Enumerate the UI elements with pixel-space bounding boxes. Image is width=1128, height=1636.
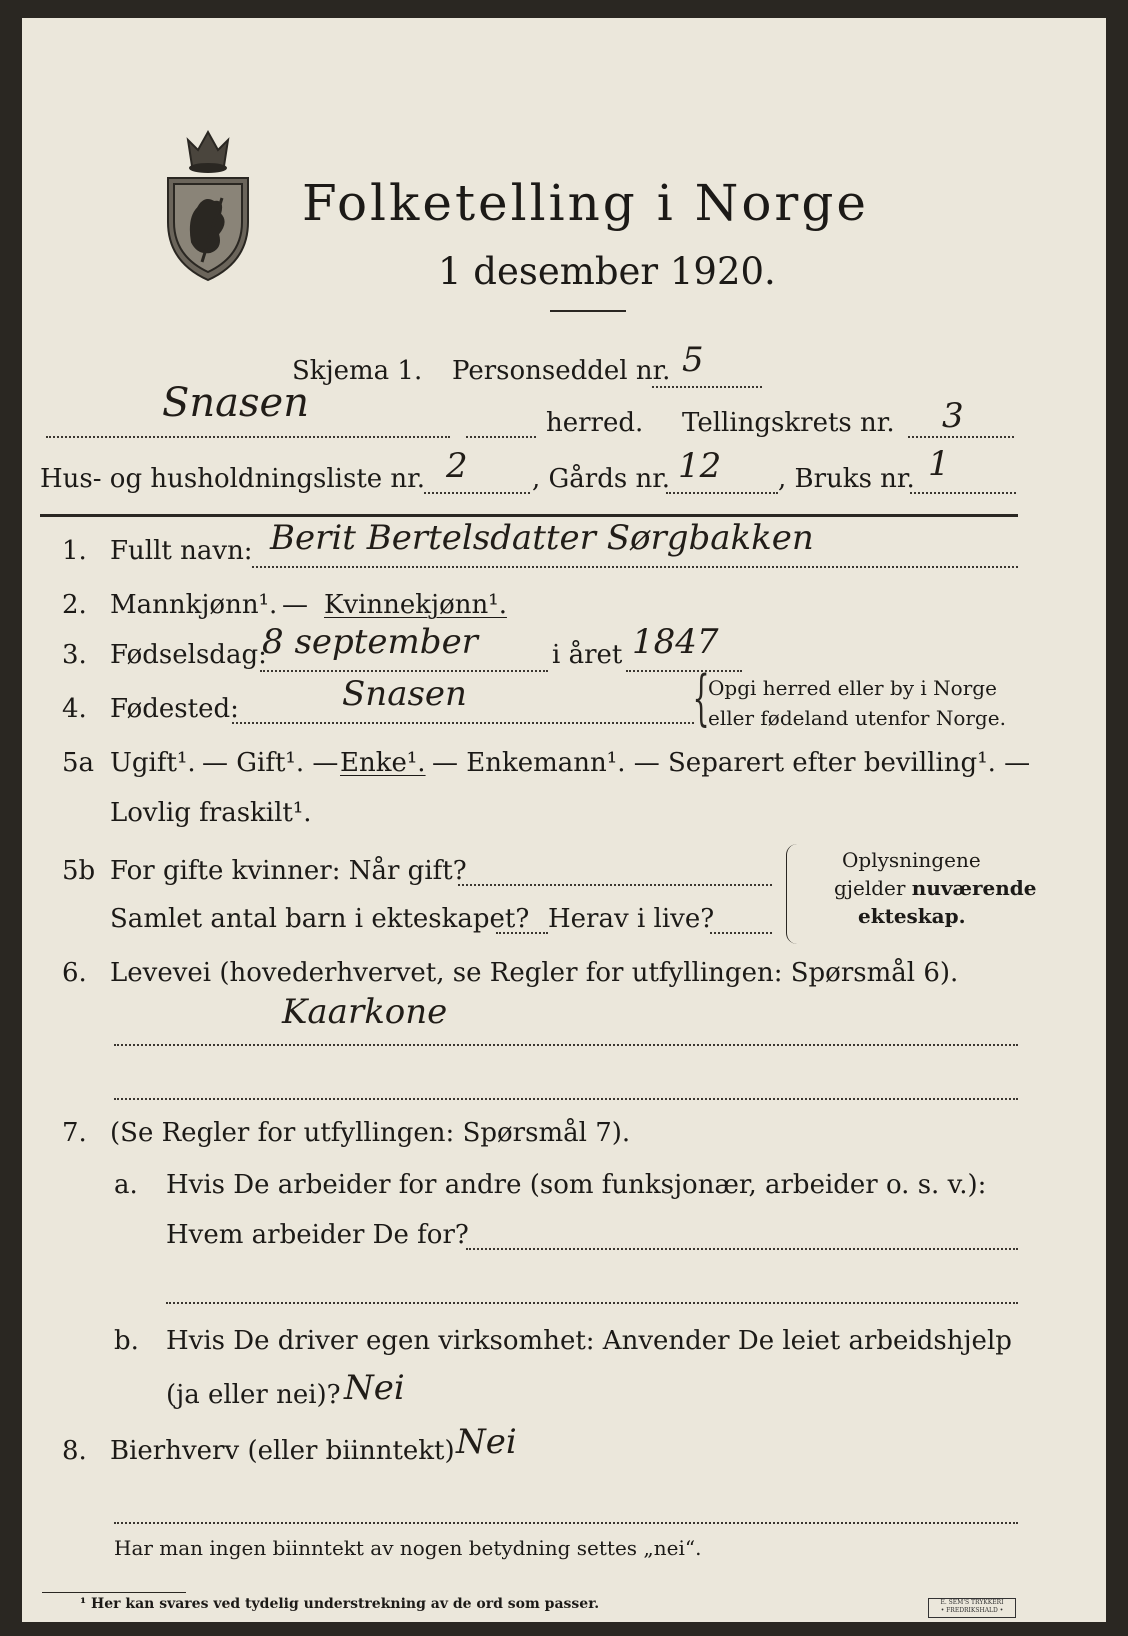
q4-brace: { (692, 663, 710, 733)
q5a-gift: — Gift¹. — (202, 748, 339, 778)
q4-label: Fødested: (110, 694, 239, 724)
gards-value: 12 (678, 446, 722, 486)
q5a-line2: Lovlig fraskilt¹. (110, 798, 312, 828)
q5b-line-3 (710, 932, 772, 934)
husliste-value: 2 (446, 446, 468, 486)
q3-year-value: 1847 (632, 622, 719, 662)
tellingskrets-value: 3 (942, 396, 964, 436)
tellingskrets-label: Tellingskrets nr. (682, 408, 895, 438)
footer-note: Har man ingen biinntekt av nogen betydning settes „nei“. (114, 1536, 702, 1560)
q5a-enke: Enke¹. (340, 748, 426, 778)
q6-line-1 (114, 1044, 1018, 1046)
q3-number: 3. (62, 640, 87, 670)
q4-line (232, 722, 694, 724)
q7b-value: Nei (344, 1368, 405, 1408)
q6-value: Kaarkone (282, 992, 448, 1032)
q5b-note-1: Oplysningene (842, 848, 981, 872)
q7b-question: (ja eller nei)? (166, 1380, 341, 1410)
q4-value: Snasen (342, 674, 467, 714)
q5b-note-2b: nuværende (911, 876, 1037, 900)
q7a-line-2 (166, 1302, 1018, 1304)
census-form (22, 18, 1106, 1622)
q5b-note-2 (834, 876, 1037, 900)
q5a-rest: — Enkemann¹. — Separert efter bevilling¹. — (432, 748, 1031, 778)
q8-label: Bierhverv (eller biinntekt) (110, 1436, 455, 1466)
skjema-label: Skjema 1. (292, 356, 423, 386)
q7a-letter: a. (114, 1170, 138, 1200)
q3-label: Fødselsdag: (110, 640, 267, 670)
gards-line (666, 492, 778, 494)
q7b-text: Hvis De driver egen virksomhet: Anvender De leiet arbeidshjelp (166, 1326, 1012, 1356)
q4-note-1: Opgi herred eller by i Norge (708, 676, 997, 700)
q1-value: Berit Bertelsdatter Sørgbakken (270, 518, 814, 558)
q5b-label-2: Samlet antal barn i ekteskapet? (110, 904, 530, 934)
tellingskrets-line (908, 436, 1014, 438)
q4-number: 4. (62, 694, 87, 724)
q5a-number: 5a (62, 748, 95, 778)
form-date: 1 desember 1920. (438, 250, 776, 293)
personseddel-value: 5 (682, 340, 704, 380)
q7-number: 7. (62, 1118, 87, 1148)
q1-label: Fullt navn: (110, 536, 253, 566)
q5b-note-3: ekteskap. (858, 904, 966, 928)
coat-of-arms-icon (162, 122, 254, 282)
bruks-value: 1 (928, 444, 950, 484)
gards-label: , Gårds nr. (532, 464, 671, 494)
q5b-number: 5b (62, 856, 96, 886)
q5b-label-1: For gifte kvinner: Når gift? (110, 856, 467, 886)
printer-stamp-line-2: • FREDRIKSHALD • (940, 1607, 1004, 1614)
q2-mann: Mannkjønn¹. (110, 590, 278, 620)
q3-value: 8 september (262, 622, 478, 662)
herred-label: herred. (546, 408, 644, 438)
herred-value: Snasen (162, 380, 309, 426)
q3-line (260, 670, 548, 672)
q7a-question: Hvem arbeider De for? (166, 1220, 469, 1250)
q8-line (114, 1522, 1018, 1524)
q7b-letter: b. (114, 1326, 139, 1356)
q8-value: Nei (456, 1422, 517, 1462)
q5a-ugift: Ugift¹. (110, 748, 196, 778)
q2-number: 2. (62, 590, 87, 620)
q8-number: 8. (62, 1436, 87, 1466)
q7a-text: Hvis De arbeider for andre (som funksjonær, arbeider o. s. v.): (166, 1170, 987, 1200)
q3-year-line (626, 670, 742, 672)
q1-number: 1. (62, 536, 87, 566)
q5b-label-3: Herav i live? (548, 904, 715, 934)
q6-label: Levevei (hovederhvervet, se Regler for utfyllingen: Spørsmål 6). (110, 958, 959, 988)
q6-number: 6. (62, 958, 87, 988)
q4-note-2: eller fødeland utenfor Norge. (708, 706, 1006, 730)
printer-stamp-line-1: E. SEM'S TRYKKERI (940, 1599, 1004, 1606)
q2-dash: — (282, 590, 308, 620)
q5b-line-2 (496, 932, 548, 934)
bruks-line (910, 492, 1016, 494)
q6-line-2 (114, 1098, 1018, 1100)
personseddel-line (652, 386, 762, 388)
herred-line-1 (46, 436, 450, 438)
personseddel-label: Personseddel nr. (452, 356, 671, 386)
q2-kvinne: Kvinnekjønn¹. (324, 590, 507, 620)
herred-line-2 (466, 436, 536, 438)
form-title: Folketelling i Norge (302, 174, 869, 232)
q7-label: (Se Regler for utfyllingen: Spørsmål 7). (110, 1118, 631, 1148)
q7a-line-1 (466, 1248, 1018, 1250)
title-divider (550, 310, 626, 312)
bruks-label: , Bruks nr. (778, 464, 915, 494)
printer-stamp (928, 1598, 1016, 1618)
husliste-label: Hus- og husholdningsliste nr. (40, 464, 426, 494)
q3-year-label: i året (552, 640, 623, 670)
footnote: ¹ Her kan svares ved tydelig understrekning av de ord som passer. (80, 1596, 600, 1612)
q5b-bracket (786, 844, 797, 944)
husliste-line (424, 492, 530, 494)
q5b-note-2a: gjelder (834, 876, 906, 900)
q5b-line-1 (458, 884, 772, 886)
q1-line (252, 566, 1018, 568)
header-rule (40, 514, 1018, 517)
footnote-rule (42, 1592, 186, 1593)
